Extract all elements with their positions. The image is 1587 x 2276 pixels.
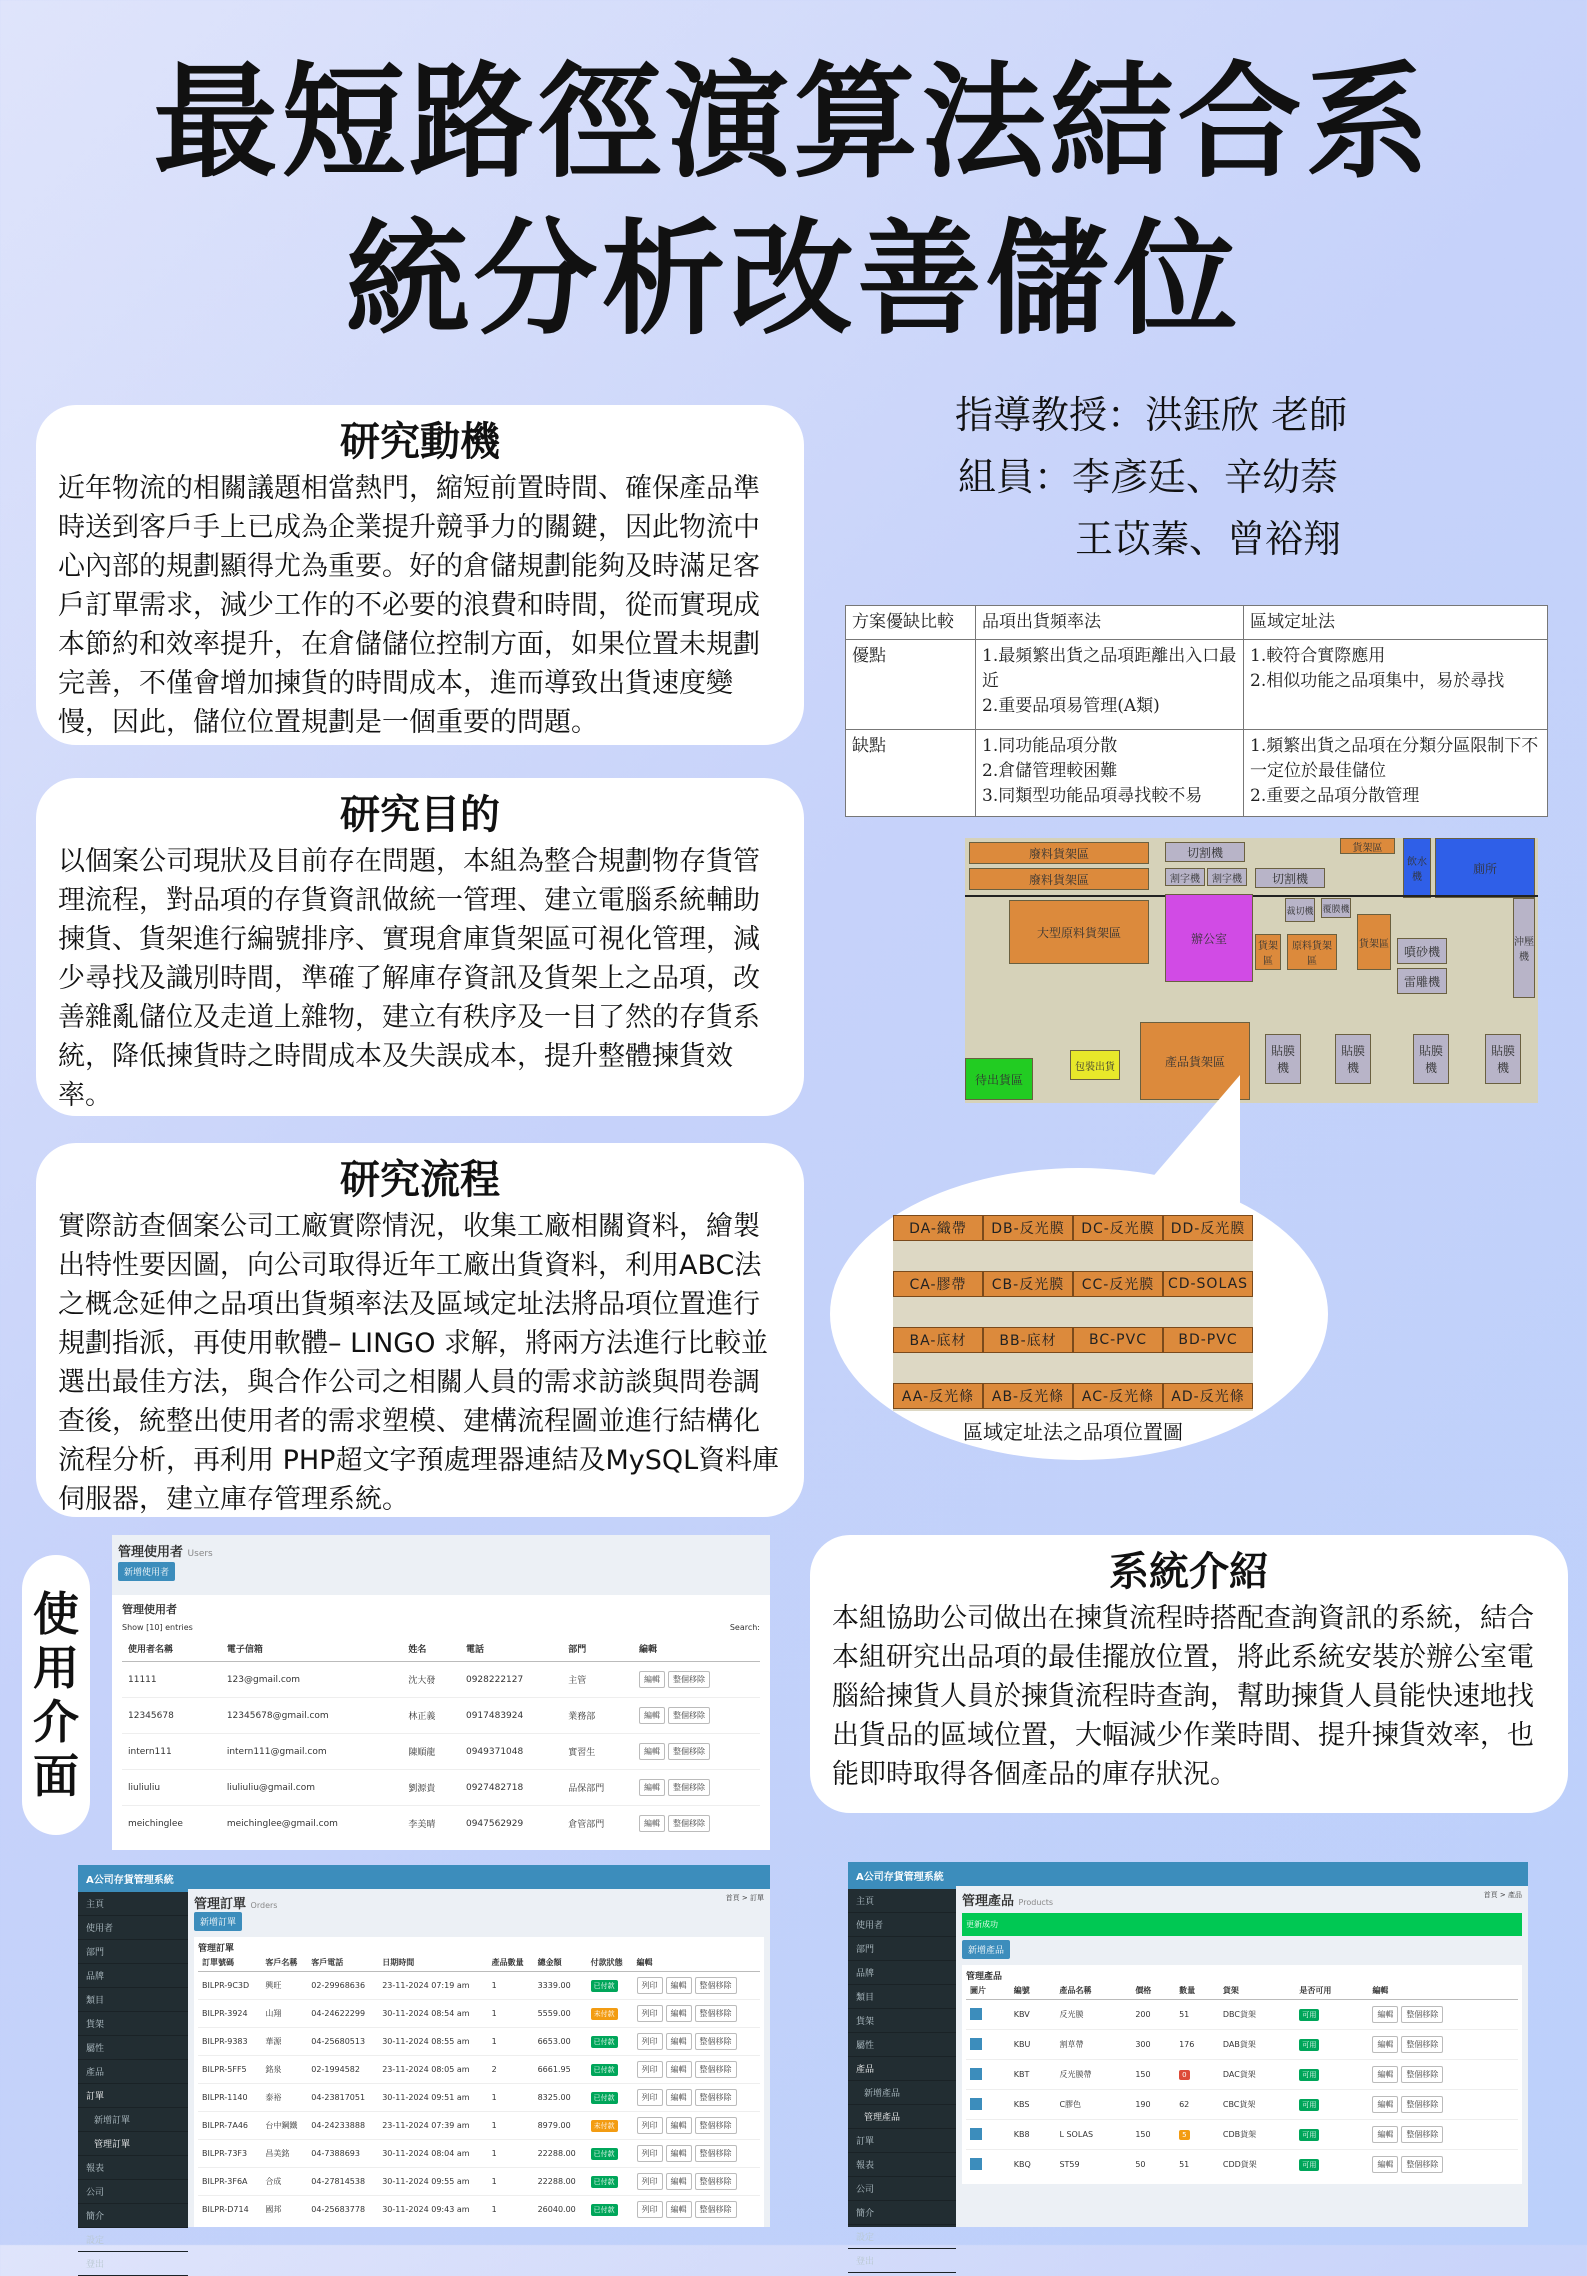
sidebar-item[interactable]: 使用者 bbox=[78, 1916, 188, 1940]
sidebar-item[interactable]: 簡介 bbox=[78, 2204, 188, 2228]
zone-cell: AC-反光條 bbox=[1073, 1383, 1163, 1409]
map-cut2: 切割機 bbox=[1255, 868, 1325, 888]
products-sidebar: A公司存貨管理系統 主頁 使用者 部門 品牌 類目 貨架 屬性 產品 新增產品 管理產品 訂單 報表 公司 簡介 設定 登出 bbox=[848, 1862, 956, 2227]
zone-row-b bbox=[893, 1327, 1253, 1353]
zone-row-a bbox=[893, 1383, 1253, 1409]
table-row: BILPR-9383 華源 04-25680513 30-11-2024 08:55 am 1 6653.00 已付款 列印 編輯 整個移除 bbox=[198, 2028, 760, 2056]
comparison-table bbox=[845, 605, 1548, 817]
map-label1: 裁切機 bbox=[1285, 898, 1315, 922]
sidebar-item[interactable]: 貨架 bbox=[78, 2012, 188, 2036]
sidebar-item[interactable]: 管理訂單 bbox=[78, 2132, 188, 2156]
zone-cell: BC-PVC bbox=[1073, 1327, 1163, 1353]
process-card bbox=[36, 1143, 804, 1517]
cmp-pros-label: 優點 bbox=[846, 640, 976, 730]
users-box-title: 管理使用者 bbox=[122, 1603, 177, 1616]
process-body: 實際訪查個案公司工廠實際情況，收集工廠相關資料，繪製出特性要因圖，向公司取得近年工廠出貨資料，利用ABC法之概念延伸之品項出貨頻率法及區域定址法將品項位置進行規劃指派，再使用軟體– LINGO 求解，將兩方法進行比較並選出最佳方法，與合作公司之相關人員的需求訪談與問卷調查後，統整出使用者的需求塑模、建構流程圖並進行結構化流程分析，再利用 PHP超文字預處理器連結及MySQL資料庫伺服器，建立庫存管理系統。 bbox=[58, 1211, 780, 1515]
sidebar-item[interactable]: 訂單 bbox=[78, 2084, 188, 2108]
orders-sidebar: A公司存貨管理系統 主頁 使用者 部門 品牌 類目 貨架 屬性 產品 訂單 新增訂單 管理訂單 報表 公司 簡介 設定 登出 bbox=[78, 1865, 188, 2227]
sidebar-item[interactable]: 屬性 bbox=[848, 2033, 956, 2057]
table-row: KBU 割草帶 300 176 DAB貨架 可用 編輯 整個移除 bbox=[966, 2030, 1518, 2060]
sidebar-item[interactable]: 簡介 bbox=[848, 2201, 956, 2225]
factory-layout-map bbox=[965, 838, 1538, 1103]
zone-cell: BA-底材 bbox=[893, 1327, 983, 1353]
product-image-icon bbox=[970, 2038, 982, 2050]
cmp-h2: 區域定址法 bbox=[1244, 606, 1548, 640]
table-row: BILPR-3F6A 合成 04-27814538 30-11-2024 09:55 am 1 22288.00 已付款 列印 編輯 整個移除 bbox=[198, 2168, 760, 2196]
map-paste-1: 貼膜機 bbox=[1265, 1034, 1301, 1084]
add-user-button[interactable]: 新增使用者 bbox=[118, 1562, 175, 1581]
map-product-shelf: 產品貨架區 bbox=[1140, 1022, 1250, 1100]
map-spray: 噴砂機 bbox=[1397, 938, 1447, 964]
table-row: meichinglee meichinglee@gmail.com 李美晴 0947562929 倉管部門 編輯 整個移除 bbox=[122, 1806, 760, 1842]
sidebar-item[interactable]: 主頁 bbox=[78, 1892, 188, 1916]
zone-cell: CA-膠帶 bbox=[893, 1271, 983, 1297]
zone-cell: DB-反光膜 bbox=[983, 1215, 1073, 1241]
cmp-pros1: 1.最頻繁出貨之品項距離出入口最近 2.重要品項易管理(A類) bbox=[976, 640, 1244, 730]
sidebar-item[interactable]: 部門 bbox=[848, 1937, 956, 1961]
users-title: 管理使用者 bbox=[118, 1545, 184, 1560]
product-image-icon bbox=[970, 2098, 982, 2110]
zone-layout bbox=[893, 1215, 1253, 1411]
product-image-icon bbox=[970, 2068, 982, 2080]
advisor: 指導教授：洪鈺欣 老師 bbox=[955, 393, 1348, 437]
map-raw-mid: 原料貨架區 bbox=[1287, 934, 1337, 970]
members-line1: 組員：李彥廷、辛幼萘 bbox=[958, 455, 1339, 499]
zone-caption: 區域定址法之品項位置圖 bbox=[963, 1420, 1183, 1444]
usage-interface-label: 使 用 介 面 bbox=[22, 1555, 90, 1835]
zone-cell: AD-反光條 bbox=[1163, 1383, 1253, 1409]
users-search[interactable]: Search: bbox=[729, 1623, 760, 1632]
map-shelf-top: 貨架區 bbox=[1340, 838, 1395, 854]
map-cut-small: 割字機 bbox=[1165, 868, 1205, 886]
sidebar-item[interactable]: 設定 bbox=[848, 2225, 956, 2249]
table-row: KBT 反光膜帶 150 0 DAC貨架 可用 編輯 整個移除 bbox=[966, 2060, 1518, 2090]
sidebar-item[interactable]: 使用者 bbox=[848, 1913, 956, 1937]
zone-cell: CC-反光膜 bbox=[1073, 1271, 1163, 1297]
cmp-h0: 方案優缺比較 bbox=[846, 606, 976, 640]
system-card bbox=[810, 1535, 1568, 1813]
orders-table: 訂單號碼 客戶名稱 客戶電話 日期時間 產品數量 總金額 付款狀態 編輯 BILPR-9C3D 興旺 02-29968636 23-11-2024 07:19 am 1 3339.00 已付款 列印 編輯 整個移除 BILPR-3924 山翔 04-24622299 30-11-2024 08:54 am 1 5559.00 未付款 列印 編輯 整個移除 BILPR-9383 華源 04-25680513 30-11-2024 08:55 am 1 6653.00 已付款 列印 編輯 整個移除 BILPR-5FF5 銘泉 02-1994582 23-11-2024 08:05 am 2 6661.95 已付款 列印 編輯 整個移除 BILPR-1140 泰裕 04-23817051 30-11-2024 09:51 am 1 8325.00 已付款 列印 編輯 整個移除 BILPR-7A46 台中鋼鐵 04-24233888 23-11-2024 07:39 am 1 8979.00 未付款 列印 編輯 整個移除 BILPR-73F3 昌美銘 04-7388693 30-11-2024 08:04 am 1 22288.00 已付款 列印 編輯 整個移除 BILPR-3F6A 合成 04-27814538 30-11-2024 09:55 am 1 22288.00 已付款 列印 編輯 整個移除 BILPR-D714 國邦 04-25683778 30-11-2024 09:43 am 1 26040.00 已付款 列印 編輯 整個移除 bbox=[198, 1954, 760, 2223]
zone-cell: BD-PVC bbox=[1163, 1327, 1253, 1353]
map-paste-3: 貼膜機 bbox=[1413, 1034, 1449, 1084]
cmp-cons2: 1.頻繁出貨之品項在分類分區限制下不一定位於最佳儲位 2.重要之品項分散管理 bbox=[1244, 730, 1548, 817]
sidebar-item[interactable]: 品牌 bbox=[848, 1961, 956, 1985]
map-pack: 包裝出貨 bbox=[1070, 1050, 1120, 1080]
table-row: KBV 反光膜 200 51 DBC貨架 可用 編輯 整個移除 bbox=[966, 2000, 1518, 2030]
zone-cell: CB-反光膜 bbox=[983, 1271, 1073, 1297]
sidebar-item[interactable]: 部門 bbox=[78, 1940, 188, 1964]
system-heading: 系統介紹 bbox=[1109, 1549, 1269, 1595]
purpose-body: 以個案公司現狀及目前存在問題，本組為整合規劃物存貨管理流程，對品項的存貨資訊做統一管理、建立電腦系統輔助揀貨、貨架進行編號排序、實現倉庫貨架區可視化管理，減少尋找及識別時間，準確了解庫存資訊及貨架上之品項，改善雜亂儲位及走道上雜物，建立有秩序及一目了然的存貨系統，降低揀貨時之時間成本及失誤成本，提升整體揀貨效率。 bbox=[58, 846, 760, 1111]
sidebar-item[interactable]: 登出 bbox=[848, 2249, 956, 2273]
map-wait: 待出貨區 bbox=[965, 1058, 1033, 1100]
zone-cell: AA-反光條 bbox=[893, 1383, 983, 1409]
poster-title-line1: 最短路徑演算法結合系 bbox=[153, 51, 1434, 195]
sidebar-item[interactable]: 屬性 bbox=[78, 2036, 188, 2060]
map-carve: 雷雕機 bbox=[1397, 968, 1447, 994]
zone-cell: AB-反光條 bbox=[983, 1383, 1073, 1409]
cmp-cons-label: 缺點 bbox=[846, 730, 976, 817]
sidebar-item[interactable]: 訂單 bbox=[848, 2129, 956, 2153]
process-heading: 研究流程 bbox=[340, 1157, 500, 1203]
sidebar-item[interactable]: 類目 bbox=[848, 1985, 956, 2009]
system-body: 本組協助公司做出在揀貨流程時搭配查詢資訊的系統，結合本組研究出品項的最佳擺放位置，將此系統安裝於辦公室電腦給揀貨人員於揀貨流程時查詢，幫助揀貨人員能快速地找出貨品的區域位置，大幅減少作業時間、提升揀貨效率，也能即時取得各個產品的庫存狀況。 bbox=[832, 1603, 1534, 1790]
motivation-body: 近年物流的相關議題相當熱門，縮短前置時間、確保產品準時送到客戶手上已成為企業提升競爭力的關鍵，因此物流中心內部的規劃顯得尤為重要。好的倉儲規劃能夠及時滿足客戶訂單需求，減少工作的不必要的浪費和時間，從而實現成本節約和效率提升，在倉儲儲位控制方面，如果位置未規劃完善，不僅會增加揀貨的時間成本，進而導致出貨速度變慢，因此，儲位位置規劃是一個重要的問題。 bbox=[58, 473, 760, 738]
map-water: 飲水機 bbox=[1403, 838, 1431, 898]
sidebar-item[interactable]: 產品 bbox=[78, 2060, 188, 2084]
product-image-icon bbox=[970, 2158, 982, 2170]
motivation-heading: 研究動機 bbox=[340, 419, 500, 465]
map-raw2: 廢料貨架區 bbox=[969, 868, 1149, 890]
table-row: KB8 L SOLAS 150 5 CDB貨架 可用 編輯 整個移除 bbox=[966, 2120, 1518, 2150]
poster-title-line2: 統分析改善儲位 bbox=[345, 208, 1242, 352]
map-shelf-mid: 貨架區 bbox=[1255, 934, 1281, 970]
sidebar-item[interactable]: 報表 bbox=[848, 2153, 956, 2177]
sidebar-item[interactable]: 新增產品 bbox=[848, 2081, 956, 2105]
users-table: 使用者名稱 電子信箱 姓名 電話 部門 編輯 11111 123@gmail.com 沈大發 0928222127 主管 編輯 整個移除 12345678 12345678@gmail.com 林正義 0917483924 業務部 編輯 整個移除 intern111 intern111@gmail.com 陳順龍 0949371048 實習生 編輯 整個移除 liuliuliu liuliuliu@gmail.com 劉源貴 0927482718 品保部門 編輯 整個移除 meichinglee meichinglee@gmail.com 李美晴 0947562929 倉管部門 編輯 整個移除 bbox=[122, 1636, 760, 1841]
zone-row-c bbox=[893, 1271, 1253, 1297]
table-row: BILPR-73F3 昌美銘 04-7388693 30-11-2024 08:04 am 1 22288.00 已付款 列印 編輯 整個移除 bbox=[198, 2140, 760, 2168]
table-row: 12345678 12345678@gmail.com 林正義 0917483924 業務部 編輯 整個移除 bbox=[122, 1698, 760, 1734]
sidebar-item[interactable]: 主頁 bbox=[848, 1889, 956, 1913]
map-shelf-r: 貨架區 bbox=[1357, 914, 1391, 970]
success-alert: 更新成功 bbox=[962, 1913, 1522, 1936]
sidebar-item[interactable]: 登出 bbox=[78, 2252, 188, 2276]
sidebar-item[interactable]: 品牌 bbox=[78, 1964, 188, 1988]
zone-cell: DD-反光膜 bbox=[1163, 1215, 1253, 1241]
members-line2: 王苡蓁、曾裕翔 bbox=[1075, 517, 1342, 561]
map-paste-2: 貼膜機 bbox=[1335, 1034, 1371, 1084]
zone-cell: DC-反光膜 bbox=[1073, 1215, 1163, 1241]
table-row: BILPR-9C3D 興旺 02-29968636 23-11-2024 07:19 am 1 3339.00 已付款 列印 編輯 整個移除 bbox=[198, 1972, 760, 2000]
product-image-icon bbox=[970, 2008, 982, 2020]
cmp-h1: 品項出貨頻率法 bbox=[976, 606, 1244, 640]
product-image-icon bbox=[970, 2128, 982, 2140]
cmp-pros2: 1.較符合實際應用 2.相似功能之品項集中，易於尋找 bbox=[1244, 640, 1548, 730]
zone-cell: CD-SOLAS bbox=[1163, 1271, 1253, 1297]
products-table: 圖片 編號 產品名稱 價格 數量 貨架 是否可用 編輯 KBV 反光膜 200 51 DBC貨架 可用 編輯 整個移除 KBU 割草帶 300 176 DAB貨架 可用 編輯 整個移除 KBT 反光膜帶 150 0 DAC貨架 可用 編輯 整個移除 KBS C膠色 190 62 CBC貨架 可用 編輯 整個移除 KB8 L SOLAS 150 5 CDB貨架 可用 編輯 整個移除 KBQ ST59 50 51 CDD貨架 可用 編輯 整個移除 bbox=[966, 1982, 1518, 2180]
map-wc: 廁所 bbox=[1435, 838, 1535, 898]
motivation-card bbox=[36, 405, 804, 745]
sidebar-item[interactable]: 新增訂單 bbox=[78, 2108, 188, 2132]
purpose-card bbox=[36, 778, 804, 1116]
map-punch: 沖壓機 bbox=[1513, 898, 1535, 998]
map-cut-small2: 割字機 bbox=[1207, 868, 1247, 886]
table-row: 11111 123@gmail.com 沈大發 0928222127 主管 編輯 整個移除 bbox=[122, 1662, 760, 1698]
table-row: KBS C膠色 190 62 CBC貨架 可用 編輯 整個移除 bbox=[966, 2090, 1518, 2120]
table-row: BILPR-5FF5 銘泉 02-1994582 23-11-2024 08:05 am 2 6661.95 已付款 列印 編輯 整個移除 bbox=[198, 2056, 760, 2084]
table-row: BILPR-3924 山翔 04-24622299 30-11-2024 08:54 am 1 5559.00 未付款 列印 編輯 整個移除 bbox=[198, 2000, 760, 2028]
add-order-button[interactable]: 新增訂單 bbox=[194, 1912, 242, 1931]
zone-row-d bbox=[893, 1215, 1253, 1241]
sidebar-item[interactable]: 設定 bbox=[78, 2228, 188, 2252]
table-row: KBQ ST59 50 51 CDD貨架 可用 編輯 整個移除 bbox=[966, 2150, 1518, 2180]
orders-screenshot: A公司存貨管理系統 主頁 使用者 部門 品牌 類目 貨架 屬性 產品 訂單 新增訂單 管理訂單 報表 公司 簡介 設定 登出 管理訂單 Orders 首頁 > 訂單 新增訂單 管理訂單 訂單號碼 客戶名稱 客戶電話 日期時間 產品數量 總金額 付款狀態 編輯 BILPR-9C3D 興旺 02-29968636 23-11-2024 07:19 am 1 3339.00 已付款 列印 編輯 整個移除 BILPR-3924 山翔 04-24622299 30-11-2024 08:54 am 1 5559.00 未付款 列印 編輯 整個移除 BILPR-9383 華源 04-25680513 30-11-2024 08:55 am 1 6653.00 已付款 列印 編輯 整個移除 BILPR-5FF5 銘泉 02-1994582 23-11-2024 08:05 am 2 6661.95 已付款 列印 編輯 整個移除 BILPR-1140 泰裕 04-23817051 30-11-2024 09:51 am 1 8325.00 已付款 列印 編輯 整個移除 BILPR-7A46 台中鋼鐵 04-24233888 23-11-2024 07:39 am 1 8979.00 未付款 列印 編輯 整個移除 BILPR-73F3 昌美銘 04-7388693 30-11-2024 08:04 am 1 22288.00 已付款 列印 編輯 整個移除 BILPR-3F6A 合成 04-27814538 30-11-2024 09:55 am 1 22288.00 已付款 列印 編輯 整個移除 BILPR-D714 國邦 04-25683778 30-11-2024 09:43 am 1 26040.00 已付款 列印 編輯 整個移除 bbox=[78, 1865, 770, 2227]
table-row: BILPR-D714 國邦 04-25683778 30-11-2024 09:43 am 1 26040.00 已付款 列印 編輯 整個移除 bbox=[198, 2196, 760, 2224]
sidebar-item[interactable]: 報表 bbox=[78, 2156, 188, 2180]
zone-cell: DA-織帶 bbox=[893, 1215, 983, 1241]
table-row: liuliuliu liuliuliu@gmail.com 劉源貴 0927482718 品保部門 編輯 整個移除 bbox=[122, 1770, 760, 1806]
sidebar-item[interactable]: 產品 bbox=[848, 2057, 956, 2081]
sidebar-item[interactable]: 公司 bbox=[78, 2180, 188, 2204]
cmp-cons1: 1.同功能品項分散 2.倉儲管理較困難 3.同類型功能品項尋找較不易 bbox=[976, 730, 1244, 817]
add-product-button[interactable]: 新增產品 bbox=[962, 1940, 1010, 1959]
products-screenshot: A公司存貨管理系統 主頁 使用者 部門 品牌 類目 貨架 屬性 產品 新增產品 管理產品 訂單 報表 公司 簡介 設定 登出 管理產品 Products 首頁 > 產品 更新成功 新增產品 管理產品 圖片 編號 產品名稱 價格 數量 貨架 是否可用 編輯 KBV 反光膜 200 51 DBC貨架 可用 編輯 整個移除 KBU 割草帶 300 176 DAB貨架 可用 編輯 整個移除 KBT 反光膜帶 150 0 DAC貨架 可用 編輯 整個移除 KBS C膠色 190 62 CBC貨架 可用 編輯 整個移除 KB8 L SOLAS 150 5 CDB貨架 可用 編輯 整個移除 KBQ ST59 50 51 CDD貨架 可用 編輯 整個移除 bbox=[848, 1862, 1528, 2227]
map-big-shelf: 大型原料貨架區 bbox=[1009, 900, 1149, 964]
table-row: BILPR-1140 泰裕 04-23817051 30-11-2024 09:51 am 1 8325.00 已付款 列印 編輯 整個移除 bbox=[198, 2084, 760, 2112]
zone-cell: BB-底材 bbox=[983, 1327, 1073, 1353]
purpose-heading: 研究目的 bbox=[340, 792, 500, 838]
table-row: intern111 intern111@gmail.com 陳順龍 0949371048 實習生 編輯 整個移除 bbox=[122, 1734, 760, 1770]
map-label2: 覆膜機 bbox=[1321, 898, 1351, 918]
sidebar-item[interactable]: 管理產品 bbox=[848, 2105, 956, 2129]
map-cut1: 切割機 bbox=[1165, 842, 1245, 862]
sidebar-item[interactable]: 類目 bbox=[78, 1988, 188, 2012]
map-raw1: 廢料貨架區 bbox=[969, 842, 1149, 864]
map-office: 辦公室 bbox=[1165, 894, 1253, 982]
map-paste-4: 貼膜機 bbox=[1485, 1034, 1521, 1084]
sidebar-item[interactable]: 公司 bbox=[848, 2177, 956, 2201]
table-row: BILPR-7A46 台中鋼鐵 04-24233888 23-11-2024 07:39 am 1 8979.00 未付款 列印 編輯 整個移除 bbox=[198, 2112, 760, 2140]
sidebar-item[interactable]: 貨架 bbox=[848, 2009, 956, 2033]
users-screenshot: 管理使用者 Users 新增使用者 管理使用者 Show [10] entries Search: 使用者名稱 電子信箱 姓名 電話 部門 編輯 11111 123@gmail.com 沈大發 0928222127 主管 編輯 整個移除 12345678 12345678@gmail.com 林正義 0917483924 業務部 編輯 整個移除 intern111 intern111@gmail.com 陳順龍 0949371048 實習生 編輯 整個移除 liuliuliu liuliuliu@gmail.com 劉源貴 0927482718 品保部門 編輯 整個移除 meichinglee meichinglee@gmail.com 李美晴 0947562929 倉管部門 編輯 整個移除 bbox=[112, 1535, 770, 1850]
